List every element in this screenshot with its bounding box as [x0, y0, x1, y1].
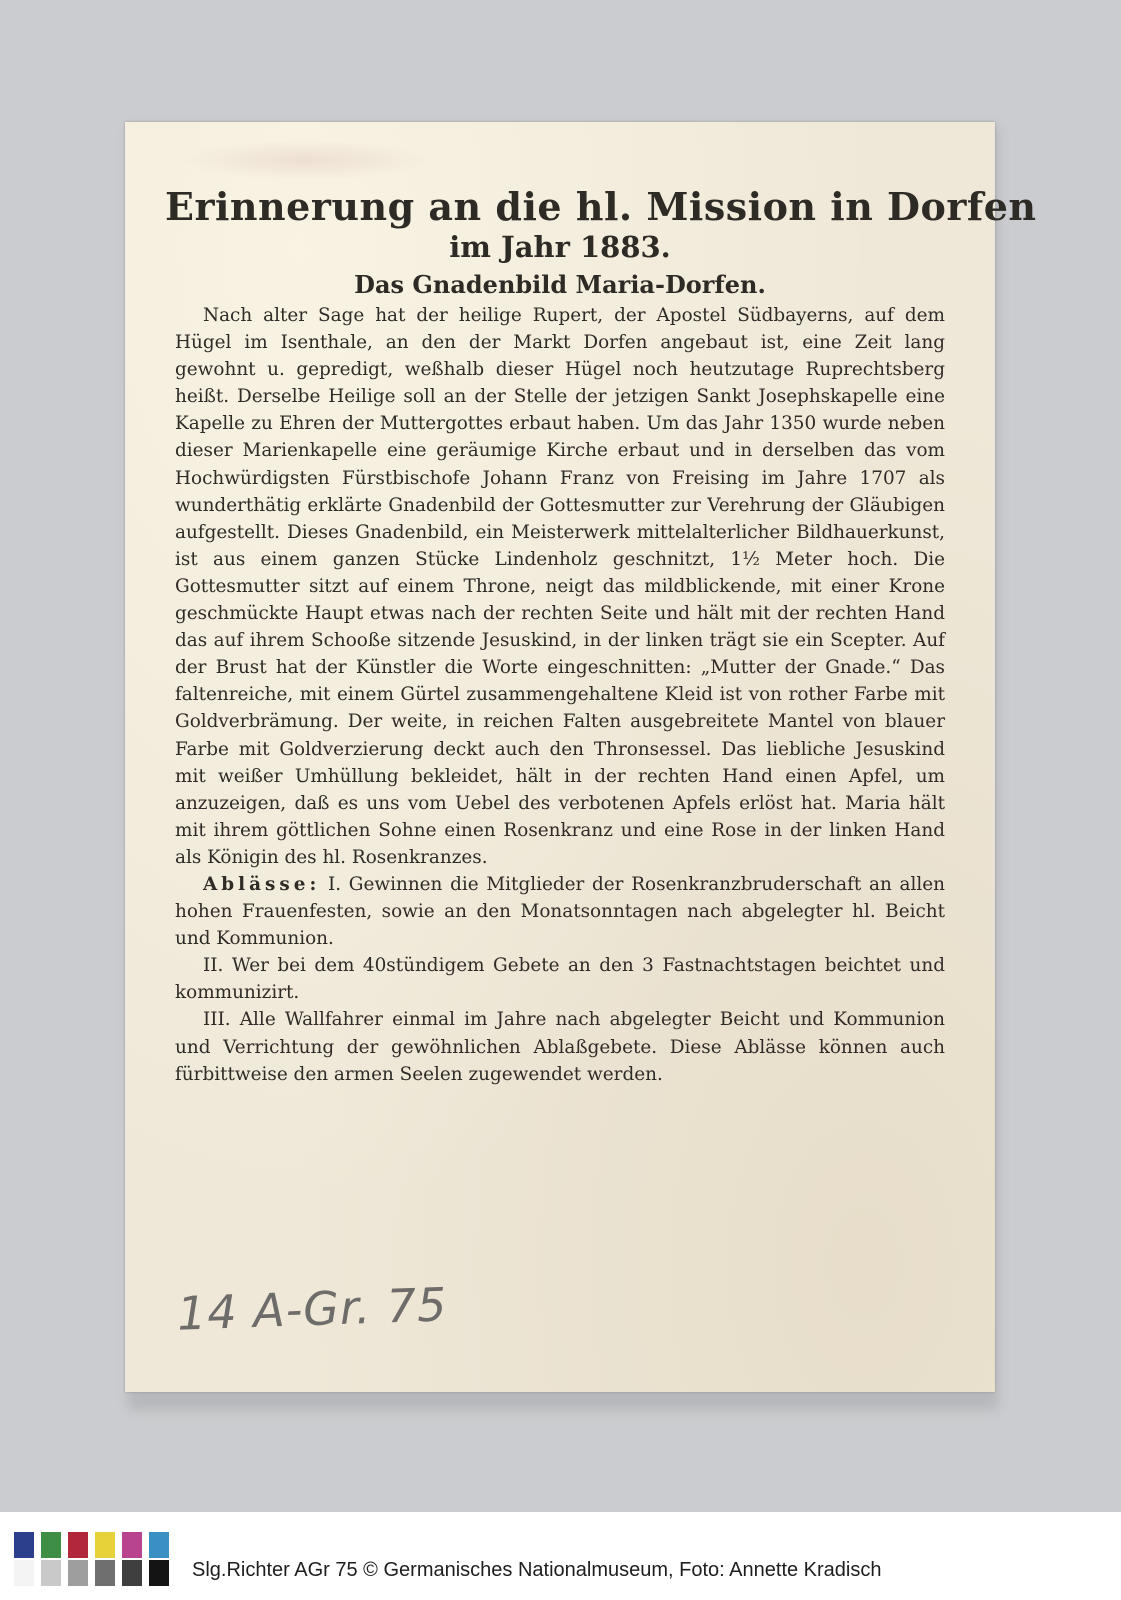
- color-swatch: [14, 1532, 34, 1558]
- card-title: Erinnerung an die hl. Mission in Dorfen: [165, 184, 1037, 229]
- color-swatch: [122, 1532, 142, 1558]
- color-swatch: [68, 1532, 88, 1558]
- paragraph-history: Nach alter Sage hat der heilige Rupert, der Apostel Südbayerns, auf dem Hügel im Isenthale, an den der Markt Dorfen angebaut ist, eine Zeit lang gewohnt u. gepredigt, weßhalb dieser Hügel noch heutzutage Ruprechtsberg heißt. Derselbe Heilige soll an der Stelle der jetzigen Sankt Josephskapelle eine Kapelle zu Ehren der Muttergottes erbaut haben. Um das Jahr 1350 wurde neben dieser Marienkapelle eine geräumige Kirche erbaut und in derselben das vom Hochwürdigsten Fürstbischofe Johann Franz von Freising im Jahre 1707 als wunderthätig erklärte Gnadenbild der Gottesmutter zur Verehrung der Gläubigen aufgestellt. Dieses Gnadenbild, ein Meisterwerk mittelalterlicher Bildhauerkunst, ist aus einem ganzen Stücke Lindenholz geschnitzt, 1½ Meter hoch. Die Gottesmutter sitzt auf einem Throne, neigt das mildblickende, mit einer Krone geschmückte Haupt etwas nach der rechten Seite und hält mit der rechten Hand das auf ihrem Schooße sitzende Jesuskind, in der linken trägt sie ein Scepter. Auf der Brust hat der Künstler die Worte eingeschnitten: „Mutter der Gnade.“ Das faltenreiche, mit einem Gürtel zusammengehaltene Kleid ist von rother Farbe mit Goldverbrämung. Der weite, in reichen Falten ausgebreitete Mantel von blauer Farbe mit Goldverzierung deckt auch den Thronsessel. Das liebliche Jesuskind mit weißer Umhüllung bekleidet, hält in der rechten Hand einen Apfel, um anzuzeigen, daß es uns vom Uebel des verbotenen Apfels erlöst hat. Maria hält mit ihrem göttlichen Sohne einen Rosenkranz und eine Rose in der linken Hand als Königin des hl. Rosenkranzes.: [175, 305, 945, 868]
- color-swatch: [41, 1560, 61, 1586]
- handwritten-inventory-number: 14 A-Gr. 75: [176, 1277, 449, 1341]
- color-swatch: [95, 1532, 115, 1558]
- color-swatch: [14, 1560, 34, 1586]
- copyright-caption: Slg.Richter AGr 75 © Germanisches Nationalmuseum, Foto: Annette Kradisch: [192, 1559, 882, 1581]
- paper-stain: [175, 140, 435, 180]
- paragraph-indulgence-3: III. Alle Wallfahrer einmal im Jahre nach abgelegter Beicht und Kommunion und Verrichtung der gewöhnlichen Ablaßgebete. Diese Ablässe können auch fürbittweise den armen Seelen zugewendet werden.: [175, 1009, 945, 1085]
- indulgences-label: Ablässe:: [203, 873, 321, 895]
- card-subtitle: im Jahr 1883.: [449, 230, 671, 264]
- paragraph-indulgence-2: II. Wer bei dem 40stündigem Gebete an den 3 Fastnachtstagen beichtet und kommunizirt.: [175, 955, 945, 1004]
- indulgence-1: I. Gewinnen die Mitglieder der Rosenkranzbruderschaft an allen hohen Frauenfesten, sowie an den Monatsonntagen nach abgelegter hl. Beicht und Kommunion.: [175, 873, 945, 950]
- paragraph-indulgences: [175, 871, 945, 952]
- color-swatch: [95, 1560, 115, 1586]
- card-heading: Das Gnadenbild Maria-Dorfen.: [354, 270, 766, 299]
- color-swatch: [149, 1532, 169, 1558]
- color-swatch: [68, 1560, 88, 1586]
- color-swatch: [122, 1560, 142, 1586]
- color-swatch: [41, 1532, 61, 1558]
- card-body: [175, 302, 945, 1088]
- devotional-card: [125, 122, 1037, 1392]
- color-swatch: [149, 1560, 169, 1586]
- color-calibration-chart: [14, 1532, 178, 1588]
- footer-bar: [0, 1512, 1121, 1600]
